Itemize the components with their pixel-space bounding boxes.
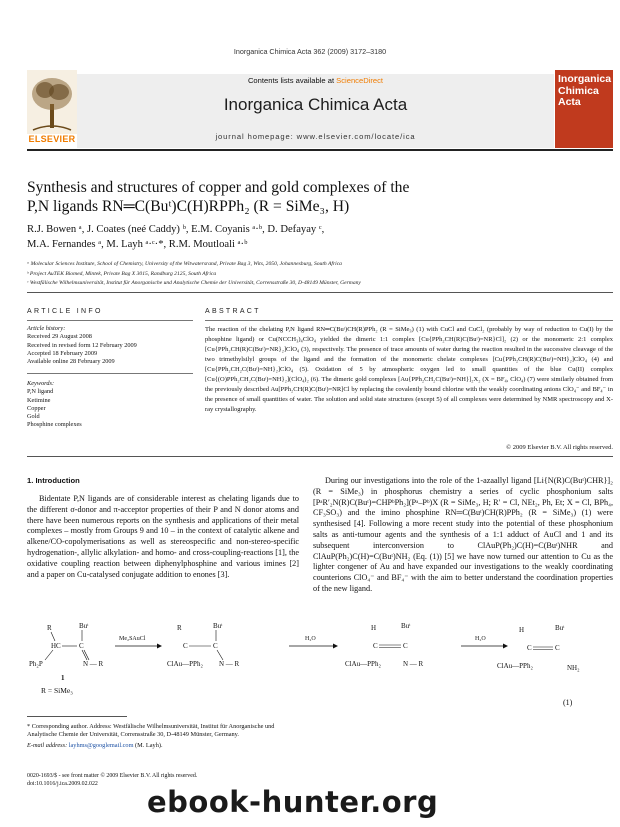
section-heading-introduction: 1. Introduction: [27, 476, 80, 485]
cover-word-2: Chimica Acta: [558, 85, 599, 108]
keywords: [27, 380, 193, 430]
email-suffix: (M. Layh).: [133, 741, 163, 749]
author-list: [27, 222, 587, 252]
title-line-1: Synthesis and structures of copper and gold complexes of the: [27, 179, 410, 196]
atom-Bu: Buᵗ: [213, 622, 223, 630]
reagent-label-2: H₂O: [305, 636, 316, 642]
header-rule: [27, 149, 613, 151]
affiliations: [27, 260, 587, 289]
watermark-text: ebook-hunter.org: [147, 785, 439, 819]
atom-Ph2P: Ph₂P: [29, 660, 43, 668]
atom-Bu: Buᵗ: [401, 622, 411, 630]
contents-prefix: Contents lists available at: [247, 76, 337, 85]
atom-Bu: Buᵗ: [79, 622, 89, 630]
contents-line: [77, 76, 554, 85]
section-rule: [27, 292, 613, 293]
atom-C: C: [403, 642, 408, 650]
reagent-label-1: Me₂SAuCl: [119, 636, 146, 642]
cover-word-1: Inorganica: [558, 73, 612, 85]
atom-NR: N — R: [403, 660, 424, 668]
abstract-text: The reaction of the chelating P,N ligand RN═C(Buᵗ)CH(R)PPh₂ (R = SiMe₃) (1) with CuCl and CuCl₂ (probably by way of reduction to Cu(I) by the phosphine ligand) or Cu(NCCH₃)₄ClO₄ yielded the dimeric 1:1 complex [Cu{PPh₂CH(R)C(Buᵗ)=NR}Cl]₂ (2) or the monomeric 2:1 complex [Cu{PPh₂CH(R)C(Buᵗ)=NR}₂]ClO₄ (3), respectively. The presence of trace amounts of water during the reaction resulted in the successive cleavage of the two trimethylsilyl groups of the ligand and the formation of the monomeric chelate complexes [Cu{PPh₂CH(R)C(Buᵗ)=NH}₂]ClO₄ (4) and [Cu{PPh₂CH₂C(Buᵗ)=NH}₂]ClO₄ (5). Oxidation of 5 by atmospheric oxygen led to small quantities of the blue Cu(II) complex [Cu{(O)PPh₂CH₂C(Buᵗ)=NH}₂](ClO₄)₂ (6). The dimeric gold complexes [Au{PPh₂CH₂C(Buᵗ)=NH}]₂X₂ (X = BF₄, ClO₄) (7) were similarly obtained from the previously described Au[PPh₂CH(R)C(Buᵗ)=NR]Cl by replacing the covalently bound chlorine with the weakly coordinating anions ClO₄⁻ and BF₄⁻ in the presence of small quantities of water. The solution and solid state structures (except 5) of all complexes were determined by NMR spectroscopy and X-ray crystallography.: [205, 326, 613, 413]
article-info-heading: ARTICLE INFO: [27, 308, 103, 315]
keyword: Ketimine: [27, 396, 51, 404]
reaction-scheme: [27, 618, 613, 698]
journal-citation: Inorganica Chimica Acta 362 (2009) 3172–3180: [233, 47, 387, 56]
abstract-rule: [205, 320, 613, 321]
corresponding-address: * Corresponding author. Address: Westfälische Wilhelmsuniversität, Institut für Anorganische und Analytische Chemie der Universität, Corrensstraße 30, D-48149 Münster, Germany.: [27, 723, 275, 739]
reagent-label-3: H₂O: [475, 636, 486, 642]
keywords-rule: [27, 373, 193, 374]
sciencedirect-link[interactable]: ScienceDirect: [336, 76, 384, 85]
atom-NR: N — R: [219, 660, 240, 668]
atom-NR: N — R: [83, 660, 104, 668]
email-link[interactable]: layhms@googlemail.com: [68, 741, 134, 749]
history-received: Received 29 August 2008: [27, 333, 92, 341]
atom-C: C: [373, 642, 378, 650]
email-label: E-mail address:: [27, 741, 69, 749]
keyword: Gold: [27, 413, 40, 421]
atom-ClAuPPh2: ClAu—PPh₂: [497, 662, 533, 670]
atom-C: C: [183, 642, 188, 650]
r-definition: R = SiMe₃: [41, 686, 73, 695]
publisher-name: ELSEVIER: [28, 134, 76, 144]
journal-homepage[interactable]: journal homepage: www.elsevier.com/locate/ica: [215, 132, 416, 141]
atom-ClAuPPh2: ClAu—PPh₂: [167, 660, 203, 668]
atom-HC: HC: [51, 642, 61, 650]
atom-H: H: [519, 626, 525, 634]
affiliation-c: ᶜ Westfälische Wilhelmsuniversität, Institut für Anorganische und Analytische Chemie der Universität, Corrensstraße 30, D-48149 Münster, Germany: [27, 280, 361, 287]
keyword: P,N ligand: [27, 388, 54, 396]
atom-ClAuPPh2: ClAu—PPh₂: [345, 660, 381, 668]
title-line-2: P,N ligands RN═C(Buᵗ)C(H)RPPh₂ (R = SiMe₃, H): [27, 198, 350, 215]
keyword: Phosphine complexes: [27, 421, 82, 429]
abstract-heading: ABSTRACT: [205, 308, 261, 315]
atom-NH2: NH₂: [567, 664, 580, 672]
affiliation-a: ᵃ Molecular Sciences Institute, School of Chemistry, University of the Witwatersrand, Private Bag 3, Wits, 2050, Johannesburg, South Africa: [27, 261, 342, 267]
atom-C: C: [213, 642, 218, 650]
abstract-copyright: © 2009 Elsevier B.V. All rights reserved.: [506, 444, 613, 451]
footnote-rule: [27, 716, 127, 717]
equation-number: (1): [563, 698, 573, 707]
authors-line-2: M.A. Fernandes ᵃ, M. Layh ᵃ·ᶜ·*, R.M. Moutloali ᵃ·ᵇ: [27, 239, 248, 250]
abstract-bottom-rule: [27, 456, 613, 457]
atom-C: C: [79, 642, 84, 650]
intro-column-2: During our investigations into the role of the 1-azaallyl ligand [Li{N(R)C(Buᵗ)CHR}]₂ (R = SiMe₃) in phosphorus chemistry a series of cyclic phosphonium salts [PᵃR′₂N(R)C(Buᵗ)=CHPᵇPh₂](Pᵃ–Pᵇ)X (R = SiMe₃, H; R′ = Cl, NEt₂, Ph, Et; X = Cl, BPh₄, CF₃SO₃) and the imino phosphine RN═C(Buᵗ)CH(R)PPh₂ (R = SiMe₃) (1) were synthesised [4]. Following a more recent study into the potential of these phosphonium salts as anti-tumour agents and the synthesis of a 1:1 adduct of AuCl and 1 and its subsequent interconversion to ClAuP(Ph₂)C(H)=C(Buᵗ)NHR and ClAuP(Ph₂)C(H)=C(Buᵗ)NH₂ (Eq. (1)) [5] we have now turned our attention to Cu as the lighter congener of Au and have expanded our investigations to the weakly coordinating counterions ClO₄⁻ and BF₄⁻ with the aim to better understand the coordination properties of the new ligand.: [313, 476, 613, 593]
corresponding-author-footnote: [27, 723, 299, 750]
email-line: [27, 742, 299, 750]
atom-R: R: [47, 624, 52, 632]
journal-title: Inorganica Chimica Acta: [223, 95, 408, 114]
scheme-drawing: [27, 618, 613, 698]
article-info-rule: [27, 320, 193, 321]
issn-line: 0020-1693/$ - see front matter © 2009 Elsevier B.V. All rights reserved.: [27, 773, 198, 779]
affiliation-b: ᵇ Project AuTEK Biomed, Mintek, Private Bag X 3015, Randburg 2125, South Africa: [27, 270, 217, 277]
atom-C: C: [527, 644, 532, 652]
intro-column-1: Bidentate P,N ligands are of considerable interest as chelating ligands due to the different σ-donor and π-acceptor properties of their P and N donor atoms and there have been numerous reports on the synthesis and applications of their metal complexes – mostly from Groups 9 and 10 – in the context of catalytic alkene and alkene/CO-copolymerisations as well as stereospecific and non-stereo-specific hydrogenation-, allylic alkylation- and homo- and cross-coupling-reactions [1], the oxidative coupling reaction between diphenylphosphine and various imines [2] and a paper on Cu-catalysed conjugate addition to enones [3].: [27, 494, 299, 579]
article-history: [27, 325, 193, 366]
journal-cover-thumbnail: [555, 70, 613, 148]
keywords-label: Keywords:: [27, 380, 55, 387]
article-title: [27, 178, 587, 216]
history-label: Article history:: [27, 325, 66, 332]
history-revised: Received in revised form 12 February 2009: [27, 341, 137, 349]
keyword: Copper: [27, 404, 46, 412]
atom-C: C: [555, 644, 560, 652]
history-accepted: Accepted 18 February 2009: [27, 349, 98, 357]
history-online: Available online 28 February 2009: [27, 358, 115, 366]
doi-line[interactable]: doi:10.1016/j.ica.2009.02.022: [27, 780, 98, 787]
atom-Bu: Buᵗ: [555, 624, 565, 632]
elsevier-tree-logo: [27, 70, 77, 134]
atom-H: H: [371, 624, 377, 632]
compound-label-1: 1: [61, 674, 65, 682]
authors-line-1: R.J. Bowen ᵃ, J. Coates (neé Caddy) ᵇ, E.M. Coyanis ᵃ·ᵇ, D. Defayay ᶜ,: [27, 224, 325, 235]
atom-R: R: [177, 624, 182, 632]
